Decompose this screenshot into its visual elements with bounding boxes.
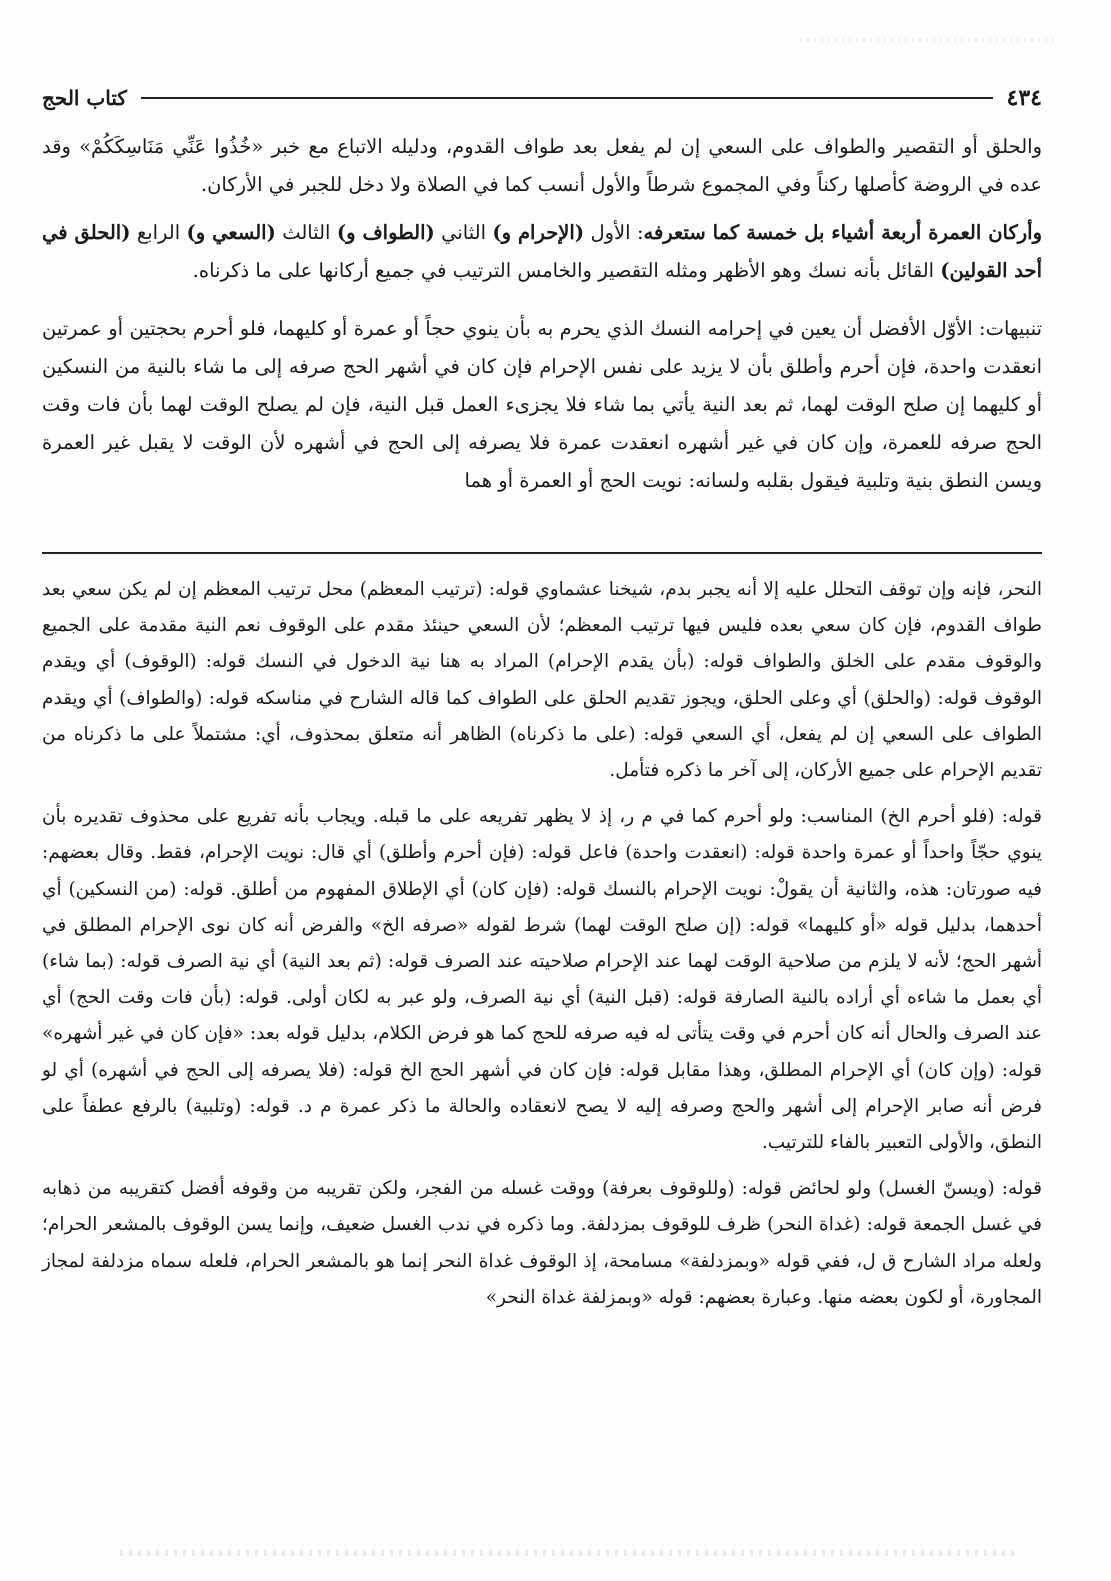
text-run: الرابع (130, 221, 187, 244)
bold-phrase: وأركان العمرة أربعة أشياء بل خمسة كما ستعرفه (643, 221, 1043, 244)
book-title: كتاب الحج (42, 86, 127, 110)
text-run: الثالث (275, 221, 337, 244)
scan-noise-bottom (120, 1550, 1020, 1556)
book-page (42, 78, 1042, 1548)
bold-phrase: (الحلق في أحد القولين) (42, 221, 1042, 282)
text-run: : الأول (584, 221, 644, 244)
bold-phrase: (الإحرام و) (492, 221, 585, 244)
footnote-paragraph-1: النحر، فإنه وإن توقف التحلل عليه إلا أنه يجبر بدم، شيخنا عشماوي قوله: (ترتيب المعظم) محل ترتيب المعظم إن لم يكن سعي بعد طواف القدوم، فإن كان سعي بعده فليس فيها ترتيب المعظم؛ لأن السعي حينئذ مقدم على الوقوف نعم النية مقدمة على الجميع والوقوف مقدم على الخلق والطواف قوله: (بأن يقدم الإحرام) المراد به هنا نية الدخول في النسك قوله: (الوقوف) أي ويقدم الوقوف قوله: (والحلق) أي وعلى الحلق، ويجوز تقديم الحلق على الطواف كما قاله الشارح في مناسكه قوله: (والطواف) أي ويقدم الطواف على السعي إن لم يفعل، أي السعي قوله: (على ما ذكرناه) الظاهر أنه متعلق بمحذوف، أي: مشتملاً على ما ذكرناه من تقديم الإحرام على جميع الأركان، إلى آخر ما ذكره فتأمل. (42, 579, 1042, 782)
page-header (42, 78, 1042, 118)
bold-phrase: (الطواف و) (336, 221, 435, 244)
main-paragraph-2 (42, 214, 1042, 290)
header-rule (141, 97, 993, 99)
main-text (42, 128, 1042, 500)
main-paragraph-1: والحلق أو التقصير والطواف على السعي إن لم يفعل بعد طواف القدوم، ودليله الاتباع مع خبر «خُذُوا عَنِّي مَنَاسِكَكُمْ» وقد عده في الروضة كأصلها ركناً وفي المجموع شرطاً والأول أنسب كما في الصلاة ولا دخل للجبر في الأركان. (42, 135, 1042, 196)
text-run: الثاني (434, 221, 493, 244)
footnotes (42, 572, 1042, 1316)
bold-phrase: (السعي و) (186, 221, 276, 244)
main-paragraph-3: تنبيهات: الأوّل الأفضل أن يعين في إحرامه النسك الذي يحرم به بأن ينوي حجاً أو عمرة أو كليهما، فلو أحرم بحجتين أو عمرتين انعقدت واحدة، فإن أحرم وأطلق بأن لا يزيد على نفس الإحرام فإن كان في أشهر الحج صرفه إلى ما شاء بالنية من النسكين أو كليهما إن صلح الوقت لهما، ثم بعد النية يأتي بما شاء فلا يجزىء العمل قبل النية، فإن لم يصلح الوقت لهما بأن فات وقت الحج صرفه للعمرة، وإن كان في غير أشهره انعقدت عمرة فلا يصرفه إلى الحج في أشهره لأن الوقت لا يقبل غير العمرة ويسن النطق بنية وتلبية فيقول بقلبه ولسانه: نويت الحج أو العمرة أو هما (42, 317, 1042, 492)
text-run: القائل بأنه نسك وهو الأظهر ومثله التقصير والخامس الترتيب في جميع أركانها على ما ذكرناه. (192, 259, 941, 282)
footnote-paragraph-3: قوله: (ويسنّ الغسل) ولو لحائض قوله: (وللوقوف بعرفة) ووقت غسله من الفجر، ولكن تقريبه من وقوفه أفضل كتقريبه من ذهابه في غسل الجمعة قوله: (غداة النحر) ظرف للوقوف بمزدلفة. وما ذكره في ندب الغسل ضعيف، وإنما يسن الوقوف بالمشعر الحرام؛ ولعله مراد الشارح ق ل، ففي قوله «وبمزدلفة» مسامحة، إذ الوقوف غداة النحر إنما هو بالمشعر الحرام، فلعله سماه مزدلفة لمجاز المجاورة، أو لكون بعضه منها. وعبارة بعضهم: قوله «وبمزلفة غداة النحر» (42, 1178, 1042, 1308)
footnote-separator (42, 552, 1042, 554)
scan-noise-top (800, 38, 1060, 42)
footnote-paragraph-2: قوله: (فلو أحرم الخ) المناسب: ولو أحرم كما في م ر، إذ لا يظهر تفريعه على ما قبله. ويجاب بأنه تفريع على محذوف تقديره بأن ينوي حجّاً واحداً أو عمرة واحدة قوله: (انعقدت واحدة) فاعل قوله: (فإن أحرم وأطلق) أي قال: نويت الإحرام، فقط. وقال بعضهم: فيه صورتان: هذه، والثانية أن يقولْ: نويت الإحرام بالنسك قوله: (فإن كان) أي الإطلاق المفهوم من أطلق. قوله: (من النسكين) أي أحدهما، بدليل قوله «أو كليهما» قوله: (إن صلح الوقت لهما) شرط لقوله «صرفه الخ» والفرض أنه كان نوى الإحرام المطلق في أشهر الحج؛ لأنه لا يلزم من صلاحية الوقت لهما عند الإحرام صلاحيته عند الصرف قوله: (ثم بعد النية) أي نية الصرف قوله: (بما شاء) أي بعمل ما شاءه أي أراده بالنية الصارفة قوله: (قبل النية) أي نية الصرف، ولو عبر به لكان أولى. قوله: (بأن فات وقت الحج) أي عند الصرف والحال أنه كان أحرم في وقت يتأتى له فيه صرفه للحج كما هو فرض الكلام، بدليل قوله بعد: «فإن كان في غير أشهره» قوله: (وإن كان) أي الإحرام المطلق، وهذا مقابل قوله: فإن كان في أشهر الحج الخ قوله: (فلا يصرفه إلى الحج في أشهره) أي لو فرض أنه صابر الإحرام إلى أشهر والحج وصرفه إليه لا يصح لانعقاده والحالة ما ذكر عمرة م د. قوله: (وتلبية) بالرفع عطفاً على النطق، والأولى التعبير بالفاء للترتيب. (42, 806, 1042, 1154)
page-number: ٤٣٤ (1006, 85, 1042, 111)
